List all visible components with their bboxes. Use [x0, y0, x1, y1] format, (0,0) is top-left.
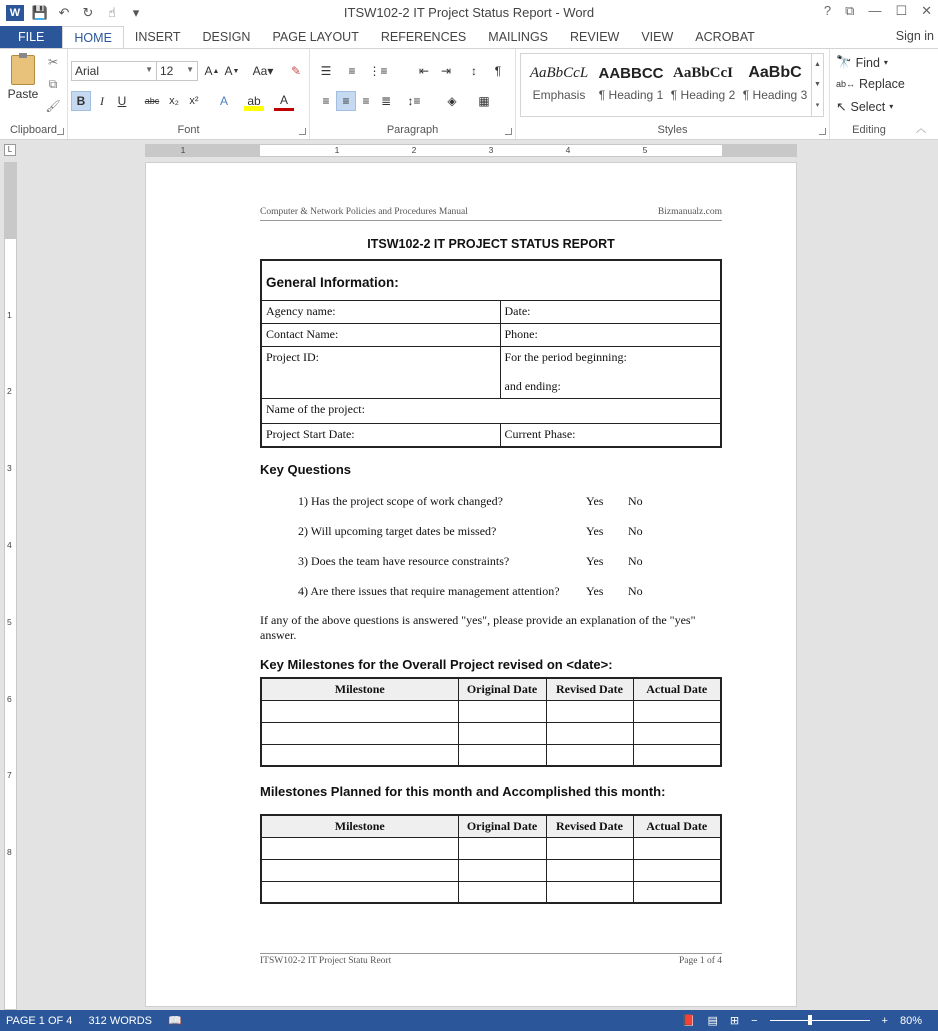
table-cell[interactable]: [261, 859, 458, 881]
styles-group-label: Styles: [657, 124, 688, 136]
table-cell[interactable]: [546, 722, 633, 744]
italic-button[interactable]: I: [100, 93, 104, 108]
overall-milestones-table: [260, 677, 722, 767]
select-button[interactable]: [836, 99, 893, 114]
column-header-revised-date: Revised Date: [546, 815, 633, 837]
find-button[interactable]: [836, 55, 888, 70]
column-header-milestone: Milestone: [261, 678, 458, 700]
shading-icon[interactable]: ◈: [447, 94, 457, 108]
table-row: [261, 722, 721, 744]
table-cell[interactable]: [546, 744, 633, 766]
table-cell[interactable]: [633, 744, 721, 766]
question-text: 3) Does the team have resource constraints?: [298, 554, 510, 568]
yes-option[interactable]: Yes: [586, 494, 604, 508]
phone-cell[interactable]: Phone:: [500, 323, 721, 346]
table-cell[interactable]: [458, 881, 546, 903]
yes-option[interactable]: Yes: [586, 584, 604, 598]
font-name-combo[interactable]: [71, 61, 157, 81]
editing-group-label: Editing: [852, 124, 886, 136]
table-cell[interactable]: [458, 700, 546, 722]
increase-indent-icon[interactable]: ⇥: [440, 64, 452, 78]
column-header-milestone: Milestone: [261, 815, 458, 837]
zoom-level[interactable]: 80%: [899, 1014, 922, 1027]
ruler-number: 4: [7, 540, 12, 550]
clipboard-launcher-icon[interactable]: [57, 128, 64, 135]
zoom-out-icon[interactable]: −: [751, 1014, 758, 1027]
paragraph-group-label: Paragraph: [386, 124, 439, 136]
column-header-actual-date: Actual Date: [633, 678, 721, 700]
maximize-button[interactable]: ☐: [895, 3, 908, 18]
no-option[interactable]: No: [628, 584, 643, 598]
bullets-icon[interactable]: ☰: [320, 64, 332, 78]
font-color-icon[interactable]: A: [274, 91, 294, 111]
ribbon: [0, 48, 938, 140]
bold-button[interactable]: B: [71, 91, 91, 111]
monthly-milestones-table: [260, 814, 722, 904]
save-icon[interactable]: 💾: [31, 5, 49, 20]
table-cell[interactable]: [458, 837, 546, 859]
header-right-text: Bizmanualz.com: [657, 207, 722, 217]
yes-option[interactable]: Yes: [586, 524, 604, 538]
contact-name-cell[interactable]: Contact Name:: [261, 323, 500, 346]
zoom-slider[interactable]: [770, 1020, 870, 1021]
style-sample: AaBbC: [748, 64, 802, 81]
no-option[interactable]: No: [628, 554, 643, 568]
clipboard-icon: [11, 55, 35, 85]
align-center-icon[interactable]: ≡: [336, 91, 356, 111]
style-name: ¶ Heading 3: [742, 88, 808, 102]
table-row: [261, 859, 721, 881]
ruler-number: 3: [7, 463, 12, 473]
document-page[interactable]: [145, 162, 797, 1007]
redo-icon[interactable]: ↻: [82, 5, 94, 20]
web-layout-icon[interactable]: ⊞: [729, 1015, 740, 1027]
question-text: 2) Will upcoming target dates be missed?: [298, 524, 497, 538]
date-cell[interactable]: Date:: [500, 300, 721, 323]
subscript-button[interactable]: x₂: [169, 95, 179, 107]
tab-mailings[interactable]: MAILINGS: [488, 30, 549, 44]
document-workspace: [0, 140, 938, 1010]
ruler-number: 6: [7, 694, 12, 704]
tab-review[interactable]: REVIEW: [570, 30, 620, 44]
vertical-ruler[interactable]: [4, 162, 17, 1010]
header-left-text: Computer & Network Policies and Procedures Manual: [260, 207, 468, 217]
binoculars-icon: 🔭: [836, 55, 852, 69]
table-cell[interactable]: [261, 881, 458, 903]
style-heading-1[interactable]: [595, 58, 667, 112]
font-launcher-icon[interactable]: [299, 128, 306, 135]
font-size-combo[interactable]: [156, 61, 198, 81]
clipboard-group-label: Clipboard: [9, 124, 58, 136]
table-cell[interactable]: [458, 744, 546, 766]
project-start-date-cell[interactable]: Project Start Date:: [261, 423, 500, 447]
ruler-number: 7: [7, 770, 12, 780]
paste-label: Paste: [7, 87, 39, 101]
yes-option[interactable]: Yes: [586, 554, 604, 568]
word-count-status[interactable]: 312 WORDS: [88, 1014, 153, 1027]
grow-font-icon[interactable]: A ▲: [204, 64, 220, 78]
format-painter-icon[interactable]: 🖌: [45, 99, 61, 113]
chevron-down-icon: ▾: [889, 102, 894, 111]
select-label: Select: [850, 99, 886, 114]
ruler-number: 1: [7, 310, 12, 320]
customize-qat-icon[interactable]: ▾: [132, 5, 140, 20]
table-cell[interactable]: [261, 837, 458, 859]
key-questions-heading: Key Questions: [260, 462, 352, 477]
multilevel-list-icon[interactable]: ⋮≡: [368, 64, 388, 78]
title-bar: [0, 0, 938, 26]
table-cell[interactable]: [261, 700, 458, 722]
styles-launcher-icon[interactable]: [819, 128, 826, 135]
period-ending-label: and ending:: [504, 378, 561, 393]
explanation-paragraph: If any of the above questions is answered "yes", please provide an explanation of the "yes" answer.: [260, 613, 696, 642]
period-beginning-label: For the period beginning:: [504, 349, 627, 364]
strikethrough-button[interactable]: abc: [144, 96, 160, 106]
style-name: ¶ Heading 2: [670, 88, 736, 102]
reporting-period-cell[interactable]: [500, 346, 721, 398]
help-button[interactable]: ?: [823, 3, 832, 18]
zoom-in-icon[interactable]: +: [881, 1014, 888, 1027]
style-sample: AaBbCcL: [529, 64, 589, 81]
text-effects-icon[interactable]: A: [219, 94, 228, 108]
cursor-icon: ↖: [836, 100, 847, 114]
project-id-cell[interactable]: Project ID:: [261, 346, 500, 398]
table-row: [261, 881, 721, 903]
table-cell[interactable]: [458, 859, 546, 881]
minimize-button[interactable]: —: [868, 3, 882, 18]
replace-label: Replace: [859, 77, 905, 91]
word-app-icon[interactable]: W: [6, 5, 24, 21]
table-cell[interactable]: [546, 837, 633, 859]
no-option[interactable]: No: [628, 524, 643, 538]
find-label: Find: [855, 55, 880, 70]
column-header-original-date: Original Date: [458, 678, 546, 700]
proofing-icon[interactable]: 📖: [168, 1015, 182, 1027]
ribbon-display-button[interactable]: ⧉: [845, 3, 855, 18]
ruler-number: 5: [7, 617, 12, 627]
clipboard-group: [0, 49, 68, 139]
monthly-milestones-heading: Milestones Planned for this month and Accomplished this month:: [260, 784, 666, 799]
style-emphasis[interactable]: [523, 58, 595, 112]
style-heading-3[interactable]: [739, 58, 811, 112]
chevron-up-icon[interactable]: ▲: [814, 60, 821, 68]
style-heading-2[interactable]: [667, 58, 739, 112]
borders-icon[interactable]: ▦: [478, 94, 490, 108]
footer-left-text: ITSW102-2 IT Project Statu Reort: [260, 956, 392, 966]
table-cell[interactable]: [458, 722, 546, 744]
agency-name-cell[interactable]: Agency name:: [261, 300, 500, 323]
ruler-top-margin: [5, 163, 16, 239]
line-spacing-icon[interactable]: ↕≡: [407, 94, 421, 108]
close-button[interactable]: ✕: [921, 3, 932, 18]
table-cell[interactable]: [633, 859, 721, 881]
key-question-row: [298, 524, 658, 540]
table-cell[interactable]: [633, 700, 721, 722]
table-cell[interactable]: [633, 881, 721, 903]
undo-icon[interactable]: ↶: [58, 5, 70, 20]
column-header-revised-date: Revised Date: [546, 678, 633, 700]
ruler-number: 2: [411, 145, 417, 155]
general-information-heading: General Information:: [261, 260, 721, 300]
page-footer: [260, 953, 722, 966]
table-cell[interactable]: [633, 837, 721, 859]
table-row: [261, 744, 721, 766]
project-name-cell[interactable]: Name of the project:: [261, 398, 721, 423]
show-marks-icon[interactable]: ¶: [494, 64, 502, 78]
font-size-value: 12: [160, 64, 174, 78]
superscript-button[interactable]: x²: [189, 95, 199, 107]
clear-formatting-icon[interactable]: ✎: [290, 64, 302, 78]
ruler-number: 5: [642, 145, 648, 155]
sort-icon[interactable]: ↕: [471, 64, 477, 78]
key-question-row: [298, 554, 658, 570]
change-case-icon[interactable]: Aa▾: [252, 64, 274, 78]
table-cell[interactable]: [546, 859, 633, 881]
page-header: [260, 207, 722, 221]
quick-access-toolbar: [0, 5, 144, 21]
tab-design[interactable]: DESIGN: [202, 30, 251, 44]
ruler-number: 8: [7, 847, 12, 857]
align-left-icon[interactable]: ≡: [322, 94, 330, 108]
footer-page-number: Page 1 of 4: [678, 956, 722, 966]
window-controls: [824, 3, 932, 19]
no-option[interactable]: No: [628, 494, 643, 508]
ruler-number: 1: [180, 145, 186, 155]
style-sample: AABBCC: [598, 64, 664, 82]
align-right-icon[interactable]: ≡: [362, 94, 370, 108]
more-styles-icon[interactable]: ▾: [815, 102, 820, 110]
ruler-left-margin: [146, 145, 260, 156]
column-header-original-date: Original Date: [458, 815, 546, 837]
read-mode-icon[interactable]: 📕: [681, 1015, 696, 1027]
current-phase-cell[interactable]: Current Phase:: [500, 423, 721, 447]
decrease-indent-icon[interactable]: ⇤: [418, 64, 430, 78]
table-cell[interactable]: [261, 744, 458, 766]
replace-button[interactable]: [836, 77, 905, 91]
justify-icon[interactable]: ≣: [380, 94, 392, 108]
ruler-number: 4: [565, 145, 571, 155]
tab-references[interactable]: REFERENCES: [380, 30, 467, 44]
chevron-down-icon: ▼: [145, 65, 153, 74]
page-count-status[interactable]: PAGE 1 OF 4: [6, 1014, 73, 1027]
shrink-font-icon[interactable]: A ▼: [224, 64, 240, 78]
print-layout-icon[interactable]: ▤: [707, 1015, 718, 1027]
column-header-actual-date: Actual Date: [633, 815, 721, 837]
question-text: 4) Are there issues that require management attention?: [298, 584, 560, 598]
collapse-ribbon-icon[interactable]: ︿: [916, 124, 926, 135]
style-sample: AaBbCcI: [672, 64, 733, 81]
chevron-down-icon[interactable]: ▼: [814, 80, 821, 88]
paragraph-group: [310, 49, 516, 139]
underline-button[interactable]: U: [117, 94, 127, 108]
ruler-number: 3: [488, 145, 494, 155]
overall-milestones-heading: Key Milestones for the Overall Project revised on <date>:: [260, 657, 613, 672]
tab-selector-icon[interactable]: L: [4, 144, 16, 156]
table-row: [261, 837, 721, 859]
tab-acrobat[interactable]: ACROBAT: [695, 30, 755, 44]
tab-insert[interactable]: INSERT: [134, 30, 181, 44]
ruler-number: 2: [7, 386, 12, 396]
cut-icon[interactable]: ✂: [47, 55, 59, 69]
tab-page-layout[interactable]: PAGE LAYOUT: [272, 30, 359, 44]
styles-gallery: [520, 53, 812, 117]
highlight-icon[interactable]: ab: [244, 91, 264, 111]
font-group-label: Font: [177, 124, 200, 136]
touch-mode-icon[interactable]: ☝: [108, 5, 116, 20]
sign-in-link[interactable]: Sign in: [895, 29, 934, 43]
tab-view[interactable]: VIEW: [641, 30, 674, 44]
tab-home[interactable]: HOME: [62, 26, 124, 48]
ribbon-tabs: [0, 26, 938, 48]
key-question-row: [298, 584, 658, 600]
chevron-down-icon: ▾: [883, 58, 888, 67]
window-title: ITSW102-2 IT Project Status Report - Word: [343, 5, 595, 20]
numbering-icon[interactable]: ≡: [348, 64, 356, 78]
style-name: Emphasis: [532, 88, 586, 102]
paste-button[interactable]: [6, 55, 40, 111]
ruler-number: 1: [334, 145, 340, 155]
copy-icon[interactable]: ⧉: [48, 76, 58, 91]
styles-scroll[interactable]: [812, 53, 824, 117]
table-cell[interactable]: [546, 700, 633, 722]
key-question-row: [298, 494, 658, 510]
replace-icon: ab↔: [836, 79, 856, 89]
table-cell[interactable]: [261, 722, 458, 744]
table-cell[interactable]: [546, 881, 633, 903]
horizontal-ruler[interactable]: [145, 144, 797, 157]
document-title: ITSW102-2 IT PROJECT STATUS REPORT: [367, 237, 615, 251]
chevron-down-icon: ▼: [186, 65, 194, 74]
table-row: [261, 700, 721, 722]
table-cell[interactable]: [633, 722, 721, 744]
status-bar: [0, 1010, 938, 1031]
general-information-table: [260, 259, 722, 448]
tab-file[interactable]: FILE: [0, 26, 62, 48]
style-name: ¶ Heading 1: [598, 88, 664, 102]
ruler-right-margin: [722, 145, 796, 156]
font-name-value: Arial: [75, 64, 100, 78]
font-group: [68, 49, 310, 139]
question-text: 1) Has the project scope of work changed?: [298, 494, 503, 508]
paragraph-launcher-icon[interactable]: [505, 128, 512, 135]
